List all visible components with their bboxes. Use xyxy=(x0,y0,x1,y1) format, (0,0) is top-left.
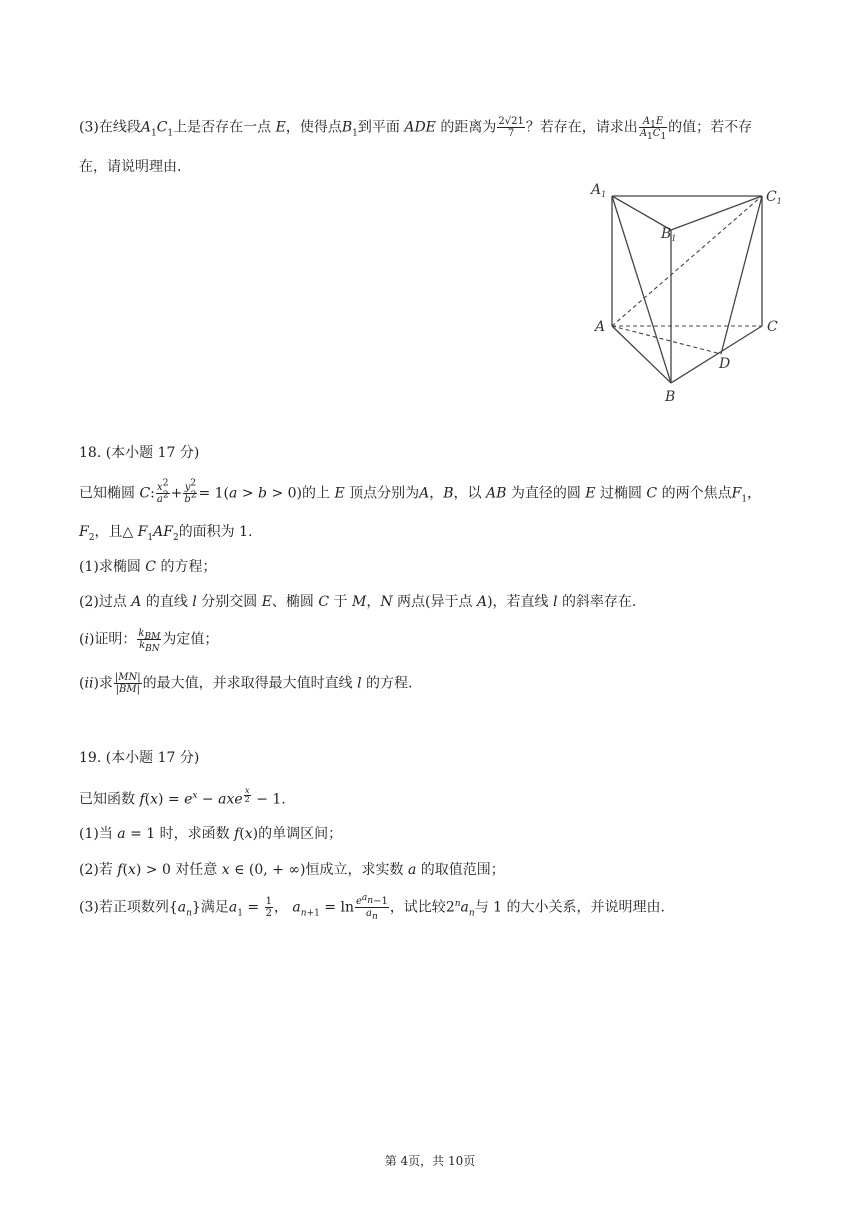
prism-figure xyxy=(585,176,785,406)
ratio-fraction: $\frac{A_1E}{A_1C_1}$ xyxy=(639,116,667,142)
q18-part2-i: (i)证明： $\frac{k_{BM}}{k_{BN}}$ 为定值； xyxy=(79,628,219,654)
page-footer: 第 4页，共 10页 xyxy=(384,1154,476,1168)
label-B1: $B_1$ xyxy=(661,226,677,243)
label-D: D xyxy=(719,356,731,372)
q18-stem-line1: 已知椭圆 C: $\frac{x^2}{a^2}$ + $\frac{y^2}{b^2}$ = 1(a > b > 0)的上 E 顶点分别为A，B，以 AB 为直径的圆 E 过椭圆 C 的两个焦点$F_1$， xyxy=(79,478,762,505)
label-A: A xyxy=(595,319,606,335)
distance-fraction: $\frac{2√21}{7}$ xyxy=(498,116,524,139)
label-C: C xyxy=(767,319,778,335)
q18-part2: (2)过点 A 的直线 l 分别交圆 E、椭圆 C 于 M，N 两点(异于点 A)，若直线 l 的斜率存在. xyxy=(79,594,637,610)
q18-heading: 18. (本小题 17 分) xyxy=(79,445,200,461)
q17-part3-line2: 在，请说明理由. xyxy=(79,159,182,175)
q19-heading: 19. (本小题 17 分) xyxy=(79,750,200,766)
q17-part3-line1: (3)在线段$A_1C_1$上是否存在一点 E，使得点$B_1$到平面 ADE 的距离为 $\frac{2√21}{7}$ ？若存在，请求出 $\frac{A_1E}{A_1C_1}$ 的值；若不存 xyxy=(79,116,753,142)
q18-stem-line2: $F_2$，且△ $F_1AF_2$的面积为 1. xyxy=(79,524,253,543)
q19-part2: (2)若 f(x) > 0 对任意 x ∈ (0, + ∞)恒成立，求实数 a 的取值范围； xyxy=(79,862,505,878)
q19-part1: (1)当 a = 1 时，求函数 f(x)的单调区间； xyxy=(79,826,343,842)
q18-part2-ii: (ii)求 $\frac{|MN|}{|BM|}$ 的最大值，并求取得最大值时直线 l 的方程. xyxy=(79,672,413,695)
label-A1: $A_1$ xyxy=(591,182,607,199)
q19-stem: 已知函数 $f(x) = e^x$ − axe $^{\frac{x}{2}}$ − 1. xyxy=(79,786,286,808)
q18-part1: (1)求椭圆 C 的方程； xyxy=(79,559,217,575)
q19-part3: (3)若正项数列$\{a_n\}$满足$a_1$ = $\frac{1}{2}$ ， $a_{n+1} = \ln$ $\frac{e^{a_n}-1}{a_n}$ ，试比较$2^na_n$与 1 的大小关系，并说明理由. xyxy=(79,892,665,922)
label-B: B xyxy=(665,389,676,405)
label-C1: $C_1$ xyxy=(766,189,782,206)
